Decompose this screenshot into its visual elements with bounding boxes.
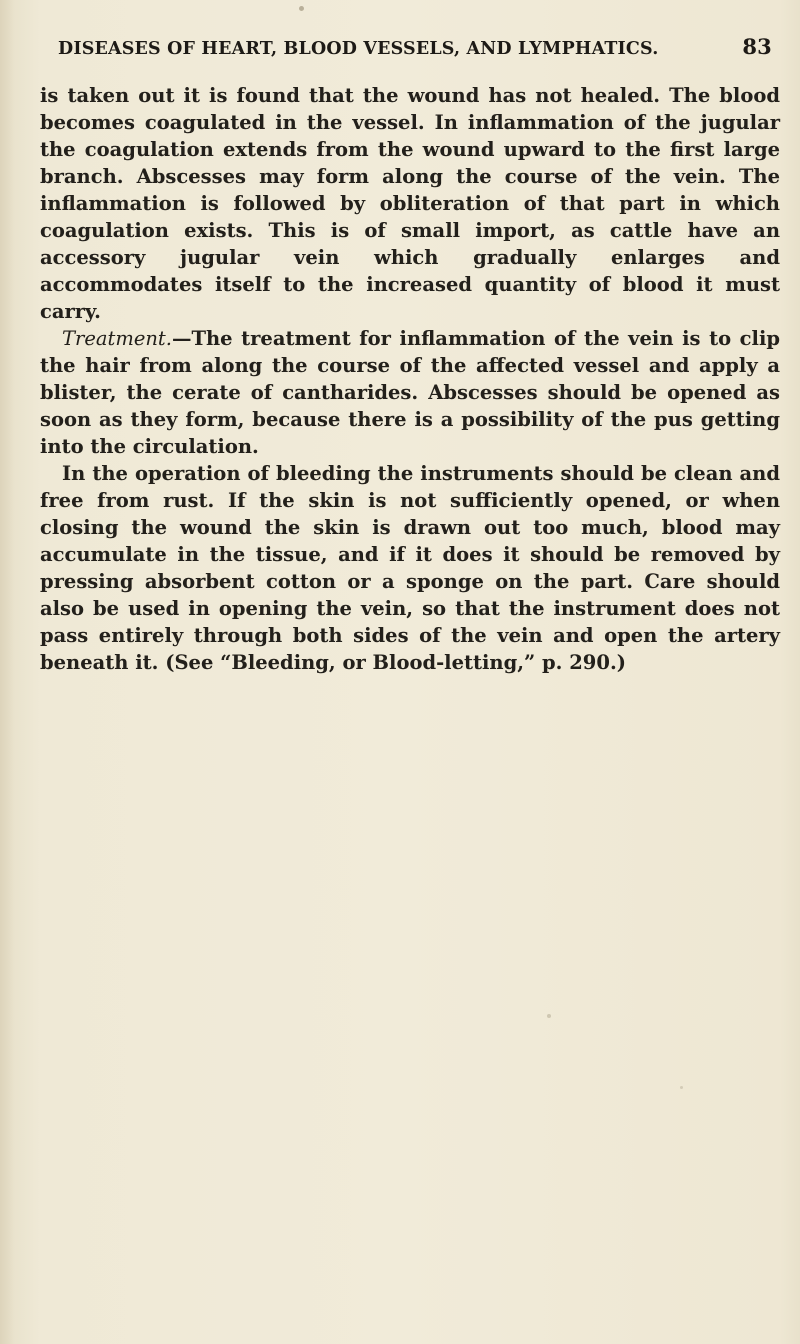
paper-speck xyxy=(547,1014,551,1018)
paper-speck xyxy=(299,6,304,11)
paragraph-treatment xyxy=(40,325,780,460)
running-head xyxy=(58,34,774,59)
paper-speck xyxy=(680,1086,683,1089)
paragraph-1: is taken out it is found that the wound has not healed. The blood becomes coagulated in the vessel. In inflammation of the jugular the coagulation extends from the wound upward to the first large branch. Abscesses may form along the course of the vein. The inflammation is followed by obliteration of that part in which coagulation exists. This is of small import, as cattle have an accessory jugular vein which gradually enlarges and accommodates itself to the increased quantity of blood it must carry. xyxy=(40,84,780,323)
body-text xyxy=(40,82,780,676)
page-number: 83 xyxy=(742,34,772,59)
running-head-title: DISEASES OF HEART, BLOOD VESSELS, AND LYMPHATICS. xyxy=(58,38,659,59)
treatment-heading: Treatment. xyxy=(62,327,172,350)
paragraph-bleeding: In the operation of bleeding the instruments should be clean and free from rust. If the skin is not sufficiently opened, or when closing the wound the skin is drawn out too much, blood may accumulate in the tissue, and if it does it should be removed by pressing absorbent cotton or a sponge on the part. Care should also be used in opening the vein, so that the instrument does not pass entirely through both sides of the vein and open the artery beneath it. (See “Bleeding, or Blood-letting,” p. 290.) xyxy=(40,462,780,674)
treatment-text: —The treatment for inflammation of the vein is to clip the hair from along the course of the affected vessel and apply a blister, the cerate of cantharides. Abscesses should be opened as soon as they form, because there is a possibility of the pus getting into the circulation. xyxy=(40,327,780,458)
page-edge-shadow xyxy=(0,0,14,1344)
